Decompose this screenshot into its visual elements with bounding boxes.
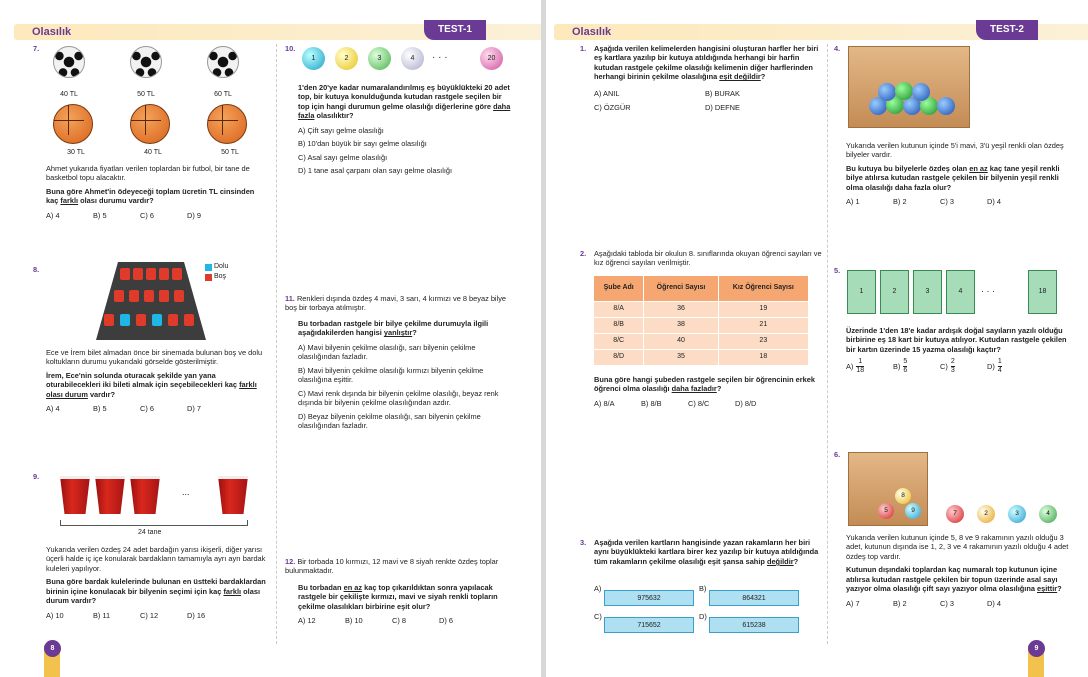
option-d[interactable]: D) DEFNE bbox=[705, 103, 740, 113]
question-6 bbox=[834, 450, 840, 459]
basket-price: 30 TL bbox=[67, 149, 85, 156]
legend-empty-swatch bbox=[205, 274, 212, 281]
option-d[interactable]: D) 7 bbox=[187, 404, 201, 414]
option-d[interactable]: D) 8/D bbox=[735, 398, 757, 408]
soccer-price: 50 TL bbox=[137, 91, 155, 98]
q7-question-b: olası durumu vardır? bbox=[78, 196, 154, 206]
table-cell: 35 bbox=[644, 350, 718, 366]
empty-seat bbox=[174, 290, 184, 302]
right-test-tab: TEST-2 bbox=[976, 20, 1038, 40]
table-row bbox=[594, 350, 809, 366]
ball-9: 9 bbox=[905, 503, 921, 519]
ball-7[interactable]: 7 bbox=[946, 505, 964, 523]
legend-full-label: Dolu bbox=[214, 263, 229, 270]
legend-empty-label: Boş bbox=[214, 273, 227, 280]
option-d[interactable] bbox=[987, 358, 1034, 374]
q6-question-a: Kutunun dışındaki toplardan kaç numaralı top kutunun içine atılırsa kutudan rastgele çekilen bir topun üzerinde asal sayı yazıyor olma olasılığı çift sayı yazıyor olma olasılığına bbox=[846, 565, 1058, 594]
full-seat bbox=[120, 314, 130, 326]
q2-question-b: ? bbox=[716, 384, 722, 394]
option-c[interactable]: C) 8 bbox=[392, 616, 406, 626]
table-cell: 40 bbox=[644, 334, 718, 350]
q9-question-u: farklı bbox=[223, 586, 242, 596]
option-a[interactable]: A) 7 bbox=[846, 598, 860, 608]
number-ball-4: 4 bbox=[401, 47, 424, 70]
q7-number: 7. bbox=[33, 44, 40, 53]
empty-seat bbox=[120, 268, 130, 280]
fraction bbox=[951, 358, 955, 374]
q2-number: 2. bbox=[580, 249, 587, 258]
blue-marble-icon bbox=[912, 83, 930, 101]
question-2 bbox=[580, 249, 822, 268]
option-d[interactable]: D) 4 bbox=[987, 598, 1001, 608]
q11-question-a: Bu torbadan rastgele bir bilye çekilme durumuyla ilgili aşağıdakilerden hangisi bbox=[298, 319, 489, 338]
table-row bbox=[594, 318, 809, 334]
number-card-1: 1 bbox=[847, 270, 876, 314]
q11-number: 11. bbox=[285, 294, 295, 303]
soccer-ball-icon bbox=[53, 46, 85, 78]
basketball-icon bbox=[130, 104, 170, 144]
option-d[interactable]: D) 6 bbox=[439, 616, 453, 626]
cup-icon bbox=[130, 476, 160, 514]
option-letter: C) bbox=[940, 361, 948, 371]
q7-question-u: farklı bbox=[60, 196, 79, 206]
option-d[interactable]: D) 4 bbox=[987, 197, 1001, 207]
q8-question-a: İrem, Ece'nin solunda oturacak şekilde yan yana oturabilecekleri iki bileti almak için seçebilecekleri kaç bbox=[46, 370, 240, 390]
q8-options bbox=[46, 404, 268, 413]
option-c[interactable]: C) 6 bbox=[140, 210, 154, 220]
empty-seat bbox=[184, 314, 194, 326]
numerator: 2 bbox=[950, 358, 955, 366]
q12-text: Bir torbada 10 kırmızı, 12 mavi ve 8 siyah renkte özdeş toplar bulunmaktadır. bbox=[285, 557, 499, 576]
q7-question-a: Buna göre Ahmet'in ödeyeceği toplam ücretin TL cinsinden kaç bbox=[46, 186, 255, 206]
q4-body bbox=[846, 141, 1076, 207]
option-c[interactable]: C) 3 bbox=[940, 197, 954, 207]
option-c[interactable]: C) ÖZGÜR bbox=[594, 103, 631, 113]
q1-question bbox=[580, 44, 822, 82]
left-test-tab: TEST-1 bbox=[424, 20, 486, 40]
option-b[interactable]: B) BURAK bbox=[705, 88, 740, 98]
column-divider bbox=[827, 44, 828, 644]
option-c[interactable]: C) 3 bbox=[940, 598, 954, 608]
table-cell: 19 bbox=[718, 302, 808, 318]
empty-seat bbox=[146, 268, 156, 280]
table-cell: 23 bbox=[718, 334, 808, 350]
q6-text: Yukarıda verilen kutunun içinde 5, 8 ve 9 rakamının yazılı olduğu 3 adet, kutunun dışında ise 1, 2, 3 ve 4 rakamının yazılı olduğu 4 adet özdeş top vardır. bbox=[846, 533, 1069, 561]
q1-text-b: ? bbox=[760, 72, 766, 82]
q3-opt-d-letter: D) bbox=[699, 612, 707, 621]
q5-question: Üzerinde 1'den 18'e kadar ardışık doğal sayıların yazılı olduğu birbirine eş 18 kart bir kutuya atılıyor. Kutudan rastgele çekilen bir kartın üzerinde 15 yazma olasılığı kaçtır? bbox=[846, 326, 1067, 354]
option-d[interactable]: D) 9 bbox=[187, 210, 201, 220]
question-4 bbox=[834, 44, 840, 53]
q10-question bbox=[298, 83, 513, 121]
q4-question-u: en az bbox=[969, 163, 988, 173]
number-ball-20: 20 bbox=[480, 47, 503, 70]
q6-body bbox=[846, 533, 1078, 608]
cup-icon bbox=[95, 476, 125, 514]
option-b[interactable]: B) 10 bbox=[345, 616, 363, 626]
q4-number: 4. bbox=[834, 44, 841, 53]
q9-number: 9. bbox=[33, 472, 40, 481]
option-c[interactable] bbox=[940, 358, 987, 374]
q1-options bbox=[594, 89, 822, 113]
green-marble-icon bbox=[895, 82, 913, 100]
option-c[interactable]: C) 8/C bbox=[688, 398, 710, 408]
number-card-2: 2 bbox=[880, 270, 909, 314]
q6-question bbox=[846, 565, 1078, 593]
q10-number: 10. bbox=[285, 44, 296, 53]
option-c[interactable]: C) Asal sayı gelme olasılığı bbox=[298, 152, 388, 162]
ball-8: 8 bbox=[895, 488, 911, 504]
student-table bbox=[593, 275, 809, 366]
q2-question bbox=[594, 375, 822, 394]
q12-question-a: Bu torbadan bbox=[298, 583, 344, 592]
q3-text-u: değildir bbox=[766, 556, 794, 566]
q3-text-a: Aşağıda verilen kartların hangisinde yazan rakamların her biri aynı büyüklükteki kartlara birer kez yazılıp bir kutuya atıldığında tüm rakamların çekilme olasılığı eşit şansa sahip bbox=[594, 538, 819, 566]
option-a[interactable]: A) 4 bbox=[46, 210, 60, 220]
table-header: Kız Öğrenci Sayısı bbox=[718, 276, 808, 302]
q11-text: Renkleri dışında özdeş 4 mavi, 3 sarı, 4 kırmızı ve 8 beyaz bilye boş bir torbaya atılmıştır. bbox=[285, 294, 507, 313]
q4-text: Yukarıda verilen kutunun içinde 5'i mavi, 3'ü yeşil renkli olan özdeş bilyeler vardır. bbox=[846, 141, 1064, 160]
q8-number: 8. bbox=[33, 265, 40, 274]
q8-question bbox=[46, 371, 268, 399]
number-ball-1: 1 bbox=[302, 47, 325, 70]
soccer-price: 40 TL bbox=[60, 91, 78, 98]
denominator: 6 bbox=[903, 366, 908, 374]
q10-text-b: olasılıktır? bbox=[314, 111, 354, 121]
left-page bbox=[0, 0, 541, 677]
table-cell: 8/D bbox=[594, 350, 644, 366]
fraction bbox=[998, 358, 1002, 374]
q8-body bbox=[46, 348, 268, 414]
q6-options bbox=[846, 599, 1078, 608]
option-b[interactable] bbox=[893, 358, 940, 374]
q6-question-u: eşittir bbox=[1037, 584, 1058, 594]
cups-brace bbox=[60, 520, 248, 526]
q6-number: 6. bbox=[834, 450, 841, 459]
ball-2[interactable]: 2 bbox=[977, 505, 995, 523]
number-card-4: 4 bbox=[946, 270, 975, 314]
option-a[interactable]: A) 8/A bbox=[594, 398, 615, 408]
card-option-c[interactable]: 715652 bbox=[604, 617, 694, 633]
empty-seat bbox=[104, 314, 114, 326]
number-ball-3: 3 bbox=[368, 47, 391, 70]
option-a[interactable]: A) ANIL bbox=[594, 88, 620, 98]
q10-text-a: 1'den 20'ye kadar numaralandırılmış eş büyüklükteki 20 adet top, bir kutuya konulduğunda kutudan rastgele seçilen bir top için hangi durumun gelme olasılığı diğerlerine göre bbox=[298, 83, 510, 111]
option-d[interactable]: D) 1 tane asal çarpanı olan sayı gelme olasılığı bbox=[298, 166, 453, 176]
option-b[interactable]: B) 2 bbox=[893, 197, 907, 207]
q12-number: 12. bbox=[285, 557, 296, 566]
option-a[interactable]: A) 4 bbox=[46, 404, 60, 414]
empty-seat bbox=[144, 290, 154, 302]
q9-options bbox=[46, 611, 268, 620]
q3-opt-c-letter: C) bbox=[594, 612, 602, 621]
table-cell: 21 bbox=[718, 318, 808, 334]
q6-question-b: ? bbox=[1057, 584, 1062, 594]
table-row bbox=[594, 334, 809, 350]
basketball-icon bbox=[53, 104, 93, 144]
q7-body bbox=[46, 164, 268, 220]
cup-icon bbox=[60, 476, 90, 514]
left-header-title: Olasılık bbox=[32, 26, 72, 38]
option-d[interactable]: D) Beyaz bilyenin çekilme olasılığı, sarı bilyenin çekilme olasılığından fazladır. bbox=[298, 411, 481, 431]
table-cell: 18 bbox=[718, 350, 808, 366]
q4-options bbox=[846, 197, 1076, 206]
q1-number: 1. bbox=[580, 44, 587, 53]
q9-question-a: Buna göre bardak kulelerinde bulunan en üstteki bardaklardan birinin içine konulacak bir bilyenin seçimi için kaç bbox=[46, 577, 266, 596]
q5-number: 5. bbox=[834, 266, 841, 275]
q12-question-b: kaç top çıkarıldıktan sonra yapılacak rastgele bir çekilişte kırmızı, mavi ve siyah renkli topların çekilme olasılıkları birbirine eşit olur? bbox=[298, 583, 498, 611]
table-cell: 36 bbox=[644, 302, 718, 318]
option-letter: B) bbox=[893, 361, 901, 371]
cups-count-label: 24 tane bbox=[138, 529, 162, 536]
q12-body bbox=[298, 583, 513, 626]
q11-question bbox=[298, 319, 513, 338]
card-option-b[interactable]: 864321 bbox=[709, 590, 799, 606]
empty-seat bbox=[114, 290, 124, 302]
full-seat bbox=[152, 314, 162, 326]
q8-question-b: vardır? bbox=[87, 389, 115, 399]
empty-seat bbox=[159, 290, 169, 302]
option-d[interactable]: D) 16 bbox=[187, 610, 206, 620]
option-b[interactable]: B) 8/B bbox=[641, 398, 662, 408]
right-page bbox=[546, 0, 1088, 677]
soccer-price: 60 TL bbox=[214, 91, 232, 98]
empty-seat bbox=[159, 268, 169, 280]
option-c[interactable]: C) Mavi renk dışında bir bilyenin çekilme olasılığı, beyaz renk dışında bir bilyenin çekilme olasılığından azdır. bbox=[298, 388, 499, 408]
question-3 bbox=[580, 538, 822, 566]
q3-opt-a-letter: A) bbox=[594, 584, 602, 593]
question-9 bbox=[33, 472, 39, 481]
denominator: 18 bbox=[856, 366, 865, 374]
option-a[interactable]: A) 10 bbox=[46, 610, 64, 620]
option-c[interactable]: C) 12 bbox=[140, 610, 159, 620]
q8-text: Ece ve İrem bilet almadan önce bir sinemada bulunan boş ve dolu koltukların durumu yukarıdaki görselde gösterilmiştir. bbox=[46, 348, 263, 367]
ball-3[interactable]: 3 bbox=[1008, 505, 1026, 523]
q2-question-a: Buna göre hangi şubeden rastgele seçilen bir öğrencinin erkek öğrenci olma olasılığı bbox=[594, 375, 815, 394]
option-b[interactable]: B) 2 bbox=[893, 598, 907, 608]
q3-text-b: ? bbox=[793, 556, 799, 566]
option-b[interactable]: B) 10'dan büyük bir sayı gelme olasılığı bbox=[298, 139, 427, 149]
q5-options bbox=[846, 358, 1076, 374]
basketball-icon bbox=[207, 104, 247, 144]
q2-text: Aşağıdaki tabloda bir okulun 8. sınıflarında okuyan öğrenci sayıları ve kız öğrenci sayıları verilmiştir. bbox=[594, 249, 822, 268]
ball-5: 5 bbox=[878, 503, 894, 519]
left-page-number: 8 bbox=[44, 640, 61, 657]
q12-options bbox=[298, 616, 513, 625]
number-ball-2: 2 bbox=[335, 47, 358, 70]
option-a[interactable]: A) 12 bbox=[298, 616, 316, 626]
numerator: 1 bbox=[997, 358, 1002, 366]
table-header: Şube Adı bbox=[594, 276, 644, 302]
number-card-3: 3 bbox=[913, 270, 942, 314]
question-8 bbox=[33, 265, 39, 274]
question-1 bbox=[580, 44, 822, 113]
q9-question-b: olası durum vardır? bbox=[46, 586, 261, 606]
numerator: 5 bbox=[903, 358, 908, 366]
denominator: 4 bbox=[997, 366, 1002, 374]
table-header: Öğrenci Sayısı bbox=[644, 276, 718, 302]
option-c[interactable]: C) 6 bbox=[140, 404, 154, 414]
option-b[interactable]: B) 11 bbox=[93, 610, 111, 620]
option-a[interactable] bbox=[846, 358, 893, 374]
fraction bbox=[856, 358, 864, 374]
numerator: 1 bbox=[858, 358, 863, 366]
option-b[interactable]: B) 5 bbox=[93, 210, 107, 220]
empty-seat bbox=[129, 290, 139, 302]
denominator: 3 bbox=[950, 366, 955, 374]
q4-question bbox=[846, 164, 1076, 192]
soccer-ball-icon bbox=[130, 46, 162, 78]
q8-question-u: farklı olası durum bbox=[46, 380, 257, 399]
option-a[interactable]: A) 1 bbox=[846, 197, 860, 207]
q1-text-a: Aşağıda verilen kelimelerden hangisini oluşturan harfler her biri eş kartlara yazılıp bir kutuya atıldığında herhangi bir harfin kutudan rastgele çekilme olasılığı kelimenin diğer harflerinden herhangi birinin çekilme olasılığına bbox=[594, 44, 819, 82]
q2-question-u: daha fazladır bbox=[671, 384, 717, 394]
q10-text-u: daha fazla bbox=[298, 101, 511, 121]
option-letter: A) bbox=[846, 361, 854, 371]
blue-marble-icon bbox=[878, 83, 896, 101]
question-5 bbox=[834, 266, 840, 275]
q5-body bbox=[846, 326, 1076, 374]
q10-body bbox=[298, 83, 513, 176]
right-header-title: Olasılık bbox=[572, 26, 612, 38]
q2-options bbox=[594, 399, 822, 408]
option-b[interactable]: B) 5 bbox=[93, 404, 107, 414]
blue-marble-icon bbox=[937, 97, 955, 115]
option-a[interactable]: A) Çift sayı gelme olasılığı bbox=[298, 125, 384, 135]
empty-seat bbox=[133, 268, 143, 280]
q9-body bbox=[46, 545, 268, 620]
empty-seat bbox=[136, 314, 146, 326]
basket-price: 50 TL bbox=[221, 149, 239, 156]
q7-question bbox=[46, 187, 268, 206]
q11-question-b: ? bbox=[412, 328, 417, 338]
legend-full-swatch bbox=[205, 264, 212, 271]
ball-4[interactable]: 4 bbox=[1039, 505, 1057, 523]
table-cell: 8/B bbox=[594, 318, 644, 334]
q2-body bbox=[594, 375, 822, 408]
table-cell: 8/C bbox=[594, 334, 644, 350]
basket-price: 40 TL bbox=[144, 149, 162, 156]
q7-options bbox=[46, 211, 268, 220]
q4-question-b: kaç tane yeşil renkli bilye atılırsa kutudan rastgele çekilen bir bilyenin yeşil renkli olma olasılığı daha fazla olur? bbox=[846, 163, 1060, 192]
question-12 bbox=[285, 557, 513, 576]
cup-icon bbox=[218, 476, 248, 514]
q3-number: 3. bbox=[580, 538, 587, 547]
q11-body bbox=[298, 319, 513, 431]
empty-seat bbox=[172, 268, 182, 280]
q12-question bbox=[298, 583, 513, 611]
option-a[interactable]: A) Mavi bilyenin çekilme olasılığı, sarı bilyenin çekilme olasılığından fazladır. bbox=[298, 342, 476, 362]
number-card-18: 18 bbox=[1028, 270, 1057, 314]
option-b[interactable]: B) Mavi bilyenin çekilme olasılığı kırmızı bilyenin çekilme olasılığına eşittir. bbox=[298, 365, 484, 385]
table-cell: 38 bbox=[644, 318, 718, 334]
question-11 bbox=[285, 294, 513, 313]
option-letter: D) bbox=[987, 361, 995, 371]
table-cell: 8/A bbox=[594, 302, 644, 318]
q4-question-a: Bu kutuya bu bilyelerle özdeş olan bbox=[846, 163, 970, 173]
soccer-ball-icon bbox=[207, 46, 239, 78]
table-row bbox=[594, 302, 809, 318]
question-10 bbox=[285, 44, 295, 53]
q1-text-u: eşit değildir bbox=[719, 72, 761, 82]
q9-question bbox=[46, 577, 268, 605]
cups-dots: ... bbox=[182, 487, 190, 497]
q7-text: Ahmet yukarıda fiyatları verilen toplardan bir futbol, bir tane de basketbol topu alacaktır. bbox=[46, 164, 250, 183]
card-option-d[interactable]: 615238 bbox=[709, 617, 799, 633]
fraction bbox=[903, 358, 907, 374]
column-divider bbox=[276, 44, 277, 644]
cards-dots: · · · bbox=[981, 286, 995, 296]
card-option-a[interactable]: 975632 bbox=[604, 590, 694, 606]
q11-question-u: yanlıştır bbox=[383, 328, 413, 338]
right-page-number: 9 bbox=[1028, 640, 1045, 657]
q12-question-u: en az bbox=[343, 583, 363, 592]
q9-text: Yukarıda verilen özdeş 24 adet bardağın yarısı ikişerli, diğer yarısı üçerli halde iç içe konularak bardakların tamamıyla ayrı ayrı bardak kuleleri yapılıyor. bbox=[46, 545, 266, 573]
q3-opt-b-letter: B) bbox=[699, 584, 707, 593]
balls-dots: · · · bbox=[432, 52, 448, 63]
empty-seat bbox=[168, 314, 178, 326]
